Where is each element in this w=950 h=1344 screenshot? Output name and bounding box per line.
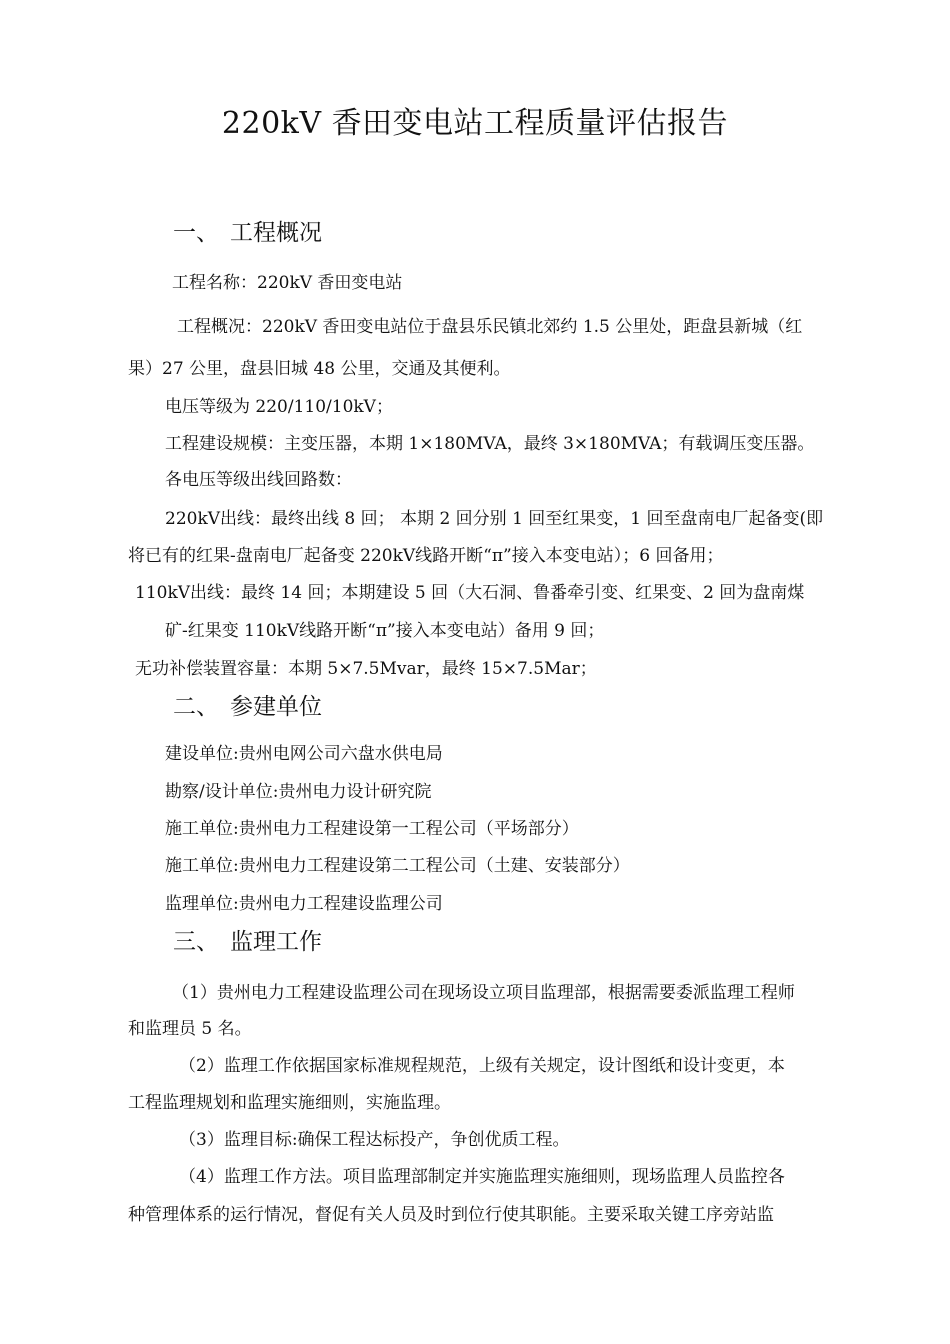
para-2-line-1: （2）监理工作依据国家标准规程规范，上级有关规定，设计图纸和设计变更，本 [179,1056,785,1076]
section-1-heading [173,218,322,248]
unit-supervision: 监理单位:贵州电力工程建设监理公司 [165,894,443,914]
para-1-line-1: （1）贵州电力工程建设监理公司在现场设立项目监理部，根据需要委派监理工程师 [172,983,795,1003]
circuits-heading: 各电压等级出线回路数： [165,470,352,490]
project-name: 工程名称：220kV 香田变电站 [172,273,403,293]
para-2-line-2: 工程监理规划和监理实施细则，实施监理。 [128,1093,451,1113]
reactive-compensation: 无功补偿装置容量：本期 5×7.5Mvar，最终 15×7.5Mar； [135,659,597,679]
voltage-level: 电压等级为 220/110/10kV； [165,397,393,417]
para-4-line-1: （4）监理工作方法。项目监理部制定并实施监理实施细则，现场监理人员监控各 [179,1167,785,1187]
section-1-title: 工程概况 [230,220,322,246]
overview-line-2: 果）27 公里，盘县旧城 48 公里，交通及其便利。 [128,359,511,379]
section-2-number: 二、 [173,694,219,720]
kv110-line-2: 矿-红果变 110kV线路开断“π”接入本变电站）备用 9 回； [165,621,605,641]
kv220-line-1: 220kV出线：最终出线 8 回； 本期 2 回分别 1 回至红果变，1 回至盘南电厂起备变(即 [165,509,824,529]
para-1-line-2: 和监理员 5 名。 [128,1019,252,1039]
kv220-line-2: 将已有的红果-盘南电厂起备变 220kV线路开断“π”接入本变电站）；6 回备用； [128,546,724,566]
document-title: 220kV 香田变电站工程质量评估报告 [221,106,729,141]
kv110-line-1: 110kV出线：最终 14 回；本期建设 5 回（大石洞、鲁番牵引变、红果变、2 回为盘南煤 [135,583,805,603]
section-3-title: 监理工作 [230,929,322,955]
unit-contractor-2: 施工单位:贵州电力工程建设第二工程公司（土建、安装部分） [165,856,630,876]
unit-design: 勘察/设计单位:贵州电力设计研究院 [165,782,432,802]
section-1-number: 一、 [173,220,219,246]
section-2-title: 参建单位 [230,694,322,720]
section-2-heading [173,692,322,722]
section-3-number: 三、 [173,929,219,955]
unit-construction: 建设单位:贵州电网公司六盘水供电局 [165,744,443,764]
para-3: （3）监理目标:确保工程达标投产，争创优质工程。 [179,1130,570,1150]
unit-contractor-1: 施工单位:贵州电力工程建设第一工程公司（平场部分） [165,819,579,839]
construction-scale: 工程建设规模：主变压器，本期 1×180MVA，最终 3×180MVA；有载调压变压器。 [165,434,815,454]
section-3-heading [173,927,322,957]
para-4-line-2: 种管理体系的运行情况，督促有关人员及时到位行使其职能。主要采取关键工序旁站监 [128,1205,774,1225]
overview-line-1: 工程概况：220kV 香田变电站位于盘县乐民镇北郊约 1.5 公里处，距盘县新城（红 [177,317,803,337]
